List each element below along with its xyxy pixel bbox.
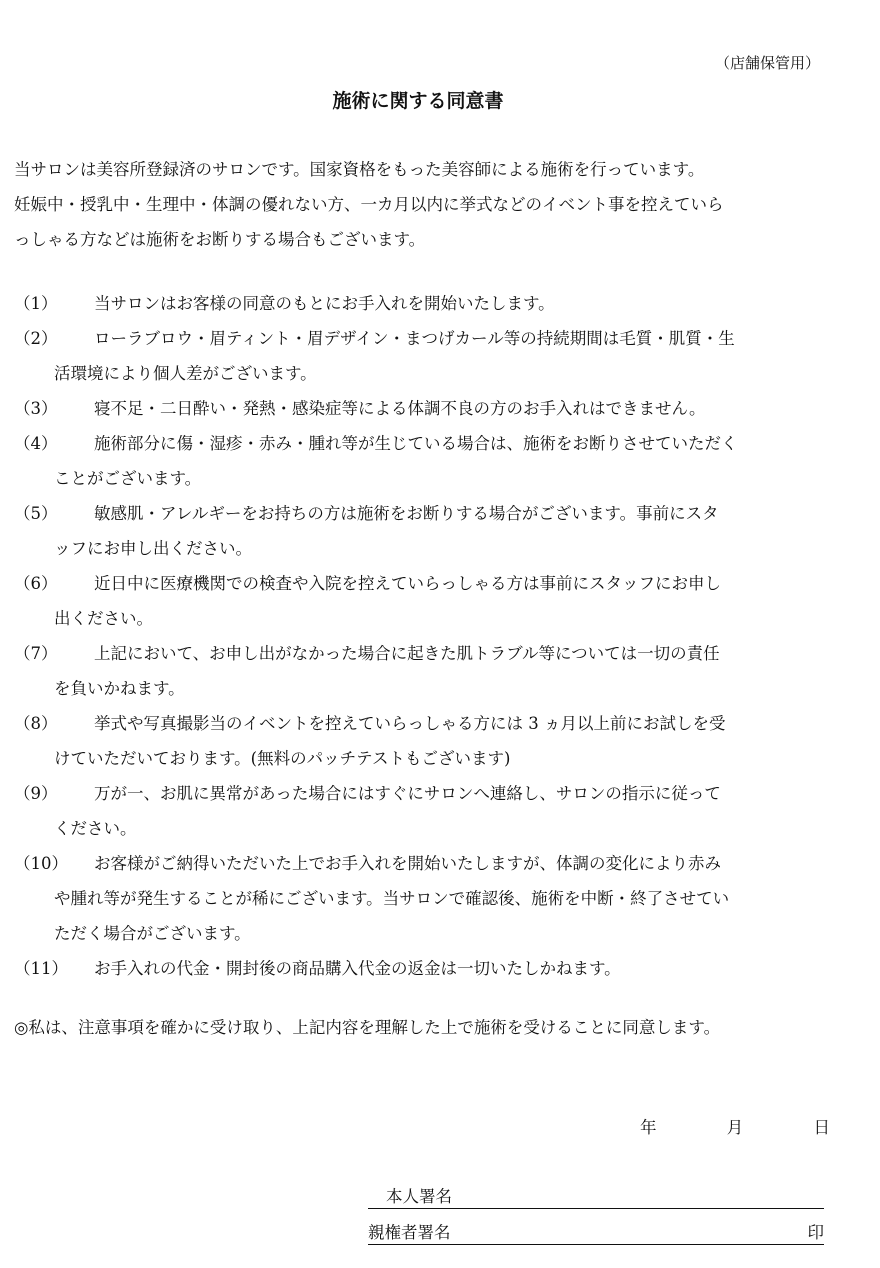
- term-text: [54, 636, 830, 706]
- term-item-3: [14, 391, 830, 426]
- term-text: [54, 706, 830, 776]
- term-number: （9）: [14, 784, 58, 803]
- seal-mark: 印: [807, 1223, 824, 1242]
- term-line: 挙式や写真撮影当のイベントを控えていらっしゃる方には 3 ヵ月以上前にお試しを受: [94, 714, 726, 733]
- term-number: （6）: [14, 574, 58, 593]
- term-number: （10）: [14, 854, 68, 873]
- term-number: （7）: [14, 644, 58, 663]
- term-line: や腫れ等が発生することが稀にございます。当サロンで確認後、施術を中断・終了させてい: [54, 889, 730, 908]
- terms-list: [14, 286, 830, 986]
- term-number: （2）: [14, 329, 58, 348]
- term-item-6: [14, 566, 830, 636]
- document-title: 施術に関する同意書: [332, 90, 504, 112]
- term-item-1: [14, 286, 830, 321]
- term-item-4: [14, 426, 830, 496]
- term-line: ただく場合がございます。: [54, 924, 251, 943]
- term-text: [94, 391, 830, 426]
- term-item-10: [14, 846, 830, 951]
- term-line: 上記において、お申し出がなかった場合に起きた肌トラブル等については一切の責任: [94, 644, 720, 663]
- term-text: [54, 426, 830, 496]
- term-line: 出ください。: [54, 609, 153, 628]
- intro-paragraph: [14, 152, 830, 257]
- term-line: を負いかねます。: [54, 679, 185, 698]
- date-day-label: 日: [813, 1118, 830, 1137]
- term-text: [94, 951, 830, 986]
- term-line: 万が一、お肌に異常があった場合にはすぐにサロンへ連絡し、サロンの指示に従って: [94, 784, 721, 803]
- consent-statement: ◎私は、注意事項を確かに受け取り、上記内容を理解した上で施術を受けることに同意します。: [14, 1018, 721, 1037]
- intro-line: 当サロンは美容所登録済のサロンです。国家資格をもった美容師による施術を行っています。: [14, 160, 705, 179]
- term-line: 当サロンはお客様の同意のもとにお手入れを開始いたします。: [94, 294, 555, 313]
- term-text: [54, 566, 830, 636]
- term-number: （3）: [14, 399, 58, 418]
- date-month-label: 月: [726, 1118, 744, 1137]
- term-line: お手入れの代金・開封後の商品購入代金の返金は一切いたしかねます。: [94, 959, 621, 978]
- self-signature-label: 本人署名: [386, 1187, 452, 1206]
- term-item-2: [14, 321, 830, 391]
- term-item-9: [14, 776, 830, 846]
- term-number: （11）: [14, 959, 68, 978]
- parent-signature-line[interactable]: [368, 1218, 824, 1245]
- date-year-label: 年: [640, 1118, 657, 1137]
- term-line: ッフにお申し出ください。: [54, 539, 252, 558]
- term-text: [94, 286, 830, 321]
- term-text: [54, 846, 830, 951]
- term-number: （5）: [14, 504, 58, 523]
- intro-line: っしゃる方などは施術をお断りする場合もございます。: [14, 230, 426, 249]
- term-item-8: [14, 706, 830, 776]
- term-text: [54, 776, 830, 846]
- term-item-11: [14, 951, 830, 986]
- store-copy-note: （店舗保管用）: [714, 54, 820, 72]
- term-line: お客様がご納得いただいた上でお手入れを開始いたしますが、体調の変化により赤み: [94, 854, 721, 873]
- intro-line: 妊娠中・授乳中・生理中・体調の優れない方、一カ月以内に挙式などのイベント事を控えていら: [14, 195, 724, 214]
- term-line: けていただいております。(無料のパッチテストもございます): [54, 749, 511, 768]
- term-line: ことがございます。: [54, 469, 202, 488]
- term-text: [54, 321, 830, 391]
- term-line: 活環境により個人差がございます。: [54, 364, 317, 383]
- term-line: ください。: [54, 819, 137, 838]
- term-line: ローラブロウ・眉ティント・眉デザイン・まつげカール等の持続期間は毛質・肌質・生: [94, 329, 735, 348]
- term-number: （4）: [14, 434, 58, 453]
- term-text: [54, 496, 830, 566]
- term-line: 敏感肌・アレルギーをお持ちの方は施術をお断りする場合がございます。事前にスタ: [94, 504, 719, 523]
- term-line: 寝不足・二日酔い・発熱・感染症等による体調不良の方のお手入れはできません。: [94, 399, 706, 418]
- term-line: 近日中に医療機関での検査や入院を控えていらっしゃる方は事前にスタッフにお申し: [94, 574, 721, 593]
- parent-signature-label: 親権者署名: [368, 1223, 451, 1242]
- term-line: 施術部分に傷・湿疹・赤み・腫れ等が生じている場合は、施術をお断りさせていただく: [94, 434, 738, 453]
- term-item-5: [14, 496, 830, 566]
- term-item-7: [14, 636, 830, 706]
- date-row: [640, 1114, 830, 1138]
- term-number: （1）: [14, 294, 58, 313]
- term-number: （8）: [14, 714, 58, 733]
- self-signature-line[interactable]: [368, 1182, 824, 1209]
